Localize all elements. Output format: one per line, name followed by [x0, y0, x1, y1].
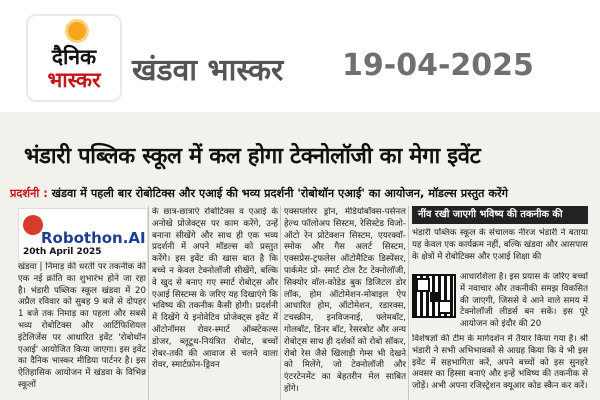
- article-column-2: के छात्र-छात्राएं रोबोटिक्स व एआई के अनोखे प्रोजेक्ट्स पर काम करेंगे, उन्हें बनाना सीखेंगे और साथ ही एक भव्य प्रदर्शनी में अपने मॉडल्स को प्रस्तुत करेंगे। इस इवेंट की खास बात है कि बच्चे न केवल टेक्नोलॉजी सीखेंगे, बल्कि वे खुद से बनाए गए स्मार्ट रोबोट्स और एआई सिस्टम्स के जरिए यह दिखाएंगे कि भविष्य की तकनीक कैसी होगी। प्रदर्शनी में दिखेंगे ये इनोवेटिव प्रोजेक्ट्स इवेंट में ऑटोनॉमस रोवर-स्मार्ट ऑब्स्टेकल्स डोजर, ब्लूटूथ-नियंत्रित रोबोट, बच्चों रोबर-तकी की आवाज से चलने वाला रोवर, स्मार्टफ़ोन-ड्रिवन: [152, 207, 278, 371]
- column-divider: [408, 206, 409, 400]
- sun-icon: [68, 22, 86, 40]
- logo-text-line2: भास्कर: [47, 68, 101, 92]
- sidebar-text-1: भंडारी पब्लिक स्कूल के संचालक नीरज भंडारी ने बताया यह केवल एक कार्यक्रम नहीं, बल्कि खंडवा और आसपास के क्षेत्रों में रोबोटिक्स और एआई शिक्षा की: [412, 228, 588, 262]
- registration-qr-code[interactable]: [412, 274, 456, 318]
- logo-text-line1: दैनिक: [51, 45, 97, 69]
- robot-icon: [23, 215, 43, 235]
- sidebar-box-title: नींव रखी जाएगी भविष्य की तकनीक की: [412, 206, 588, 224]
- article-headline: भंडारी पब्लिक स्कूल में कल होगा टेक्नोलॉजी का मेगा इवेंट: [24, 144, 481, 169]
- column-divider: [280, 206, 281, 400]
- sidebar-text-3: विशेषज्ञों की टीम के मार्गदर्शन में तैयार किया गया है। श्री भंडारी ने सभी अभिभावकों से आग्रह किया कि वे भी इस इवेंट में सहभागिता करें, अपने बच्चों को इस सुनहरे अवसर का हिस्सा बनाएं और इन्हें भविष्य की तकनीक से जोड़ें। अभी अपना रजिस्ट्रेशन क्यूआर कोड स्कैन कर करें।: [412, 334, 588, 392]
- header-bar: [0, 0, 600, 114]
- article-column-3: एक्सप्लोरर ड्रोन, मेडियोबॉक्स-पर्सनल हेल्थ फॉलोअप सिस्टम, रेसिस्टेड विजो-ऑटो रेन प्रोटेक्शन सिस्टम, एयरक्वॉ-स्मोक और गैस अलर्ट सिस्टम, एक्सप्रेस-ट्रफलेस ऑटोमैटिक डिस्पेंसर, पार्कमेट प्रो- स्मार्ट टोल टैट टेक्नोलॉजी, सिक्योर वॉल-कोडेड बुक डिजिटल डोर लॉक, होम ऑटोमेशन-मोबाइल ऐप आधारित होम, ऑटोमेशन, रडारक्स, टचस्क्रीन, इनविजनाई, फ्लेमबॉट, गोलबॉट, डिनर बॉट, रेसरबोट और अन्य रोबोट्स साथ ही दर्शकों को रोबो सॉकर, रोबो रेस जैसे खिलाड़ी गेम्स भी देखने को मिलेंगे, जो टेक्नोलॉजी और एंटरटेनमेंट का बेहतरीन मेल साबित होंगे।: [284, 207, 406, 394]
- paper-name: खंडवा भास्कर: [132, 53, 284, 88]
- article-column-1: खंडवा | निमाड़ की धरती पर तकनीक की एक नई क्रांति का शुभारंभ होने जा रहा है। भंडारी पब्लिक स्कूल खंडवा में 20 अप्रैल रविवार को सुबह 9 बजे से दोपहर 1 बजे तक निमाड़ का पहला और सबसे भव्य रोबोटिक्स और आर्टिफिशियल इंटेलिजेंस पर आधारित इवेंट 'रोबोथॉन एआई' आयोजित किया जाएगा। इस इवेंट का दैनिक भास्कर मीडिया पार्टनर है। इस ऐतिहासिक आयोजन में खंडवा के विभिन्न स्कूलों: [18, 262, 146, 390]
- article-subheadline: [10, 186, 590, 201]
- sidebar-text-2: आधारशिला है। इस प्रयास के जरिए बच्चों में नवाचार और तकनीकी समझ विकसित की जाएगी, जिससे वे आने वाले समय में टेक्नोलॉजी लीडर्स बन सकें। इस पूरे आयोजन को इंदौर की 20: [460, 272, 588, 330]
- dainik-bhaskar-logo: [26, 14, 122, 102]
- edition-date: 19-04-2025: [342, 48, 534, 83]
- column-divider: [148, 206, 149, 400]
- kicker-label: प्रदर्शनी: [10, 187, 40, 200]
- event-logo-text: Robothon.AI: [41, 229, 146, 247]
- kicker-separator: :: [39, 187, 52, 200]
- event-date: 20th April 2025: [23, 247, 102, 257]
- subheadline-text: खंडवा में पहली बार रोबोटिक्स और एआई की भव्य प्रदर्शनी 'रोबोथॉन एआई' का आयोजन, मॉडल्स प्रस्तुत करेंगे: [51, 187, 509, 200]
- robothon-event-logo: [18, 208, 148, 262]
